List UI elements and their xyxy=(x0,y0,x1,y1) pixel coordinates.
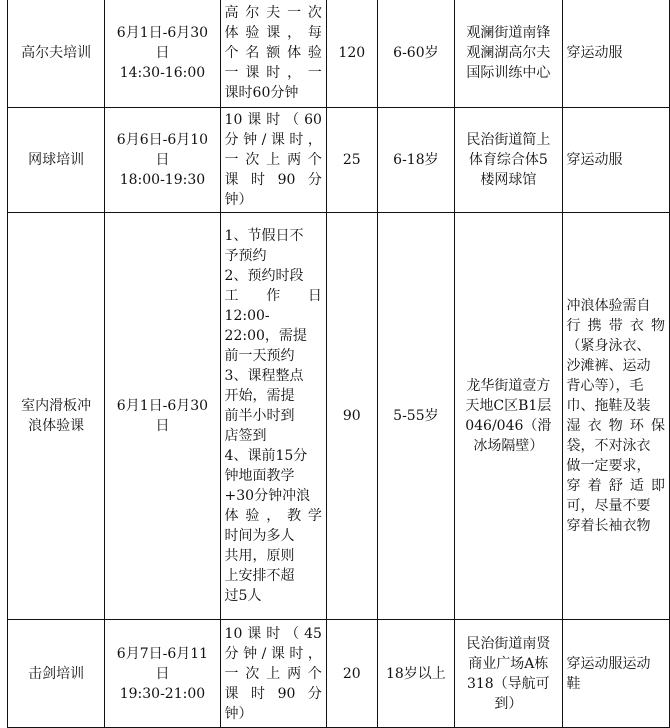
requirement-cell: 冲浪体验需自 行携带衣物 （紧身泳衣、 沙滩裤、运动 背心等），毛 巾、拖鞋及装 湿衣物环保 袋，不对泳衣 做一定要求， 穿着舒适即 可，尽量不要 穿着长袖衣物 xyxy=(562,213,669,620)
course-name-cell: 室内滑板冲 浪体验课 xyxy=(8,213,105,620)
course-name-cell: 高尔夫培训 xyxy=(8,0,105,108)
note-cell: 高尔夫一次 体验课，每 个名额体验 一课时，一 课时60分钟 xyxy=(220,0,326,108)
note-cell: 10课时（45 分钟/课时， 一次上两个 课时90分 钟） xyxy=(220,620,326,728)
quota-cell: 120 xyxy=(326,0,377,108)
table-row xyxy=(8,0,670,108)
course-name-cell: 击剑培训 xyxy=(8,620,105,728)
date-cell: 6月1日-6月30 日 xyxy=(105,213,220,620)
quota-cell: 25 xyxy=(326,108,377,213)
age-cell: 6-60岁 xyxy=(377,0,455,108)
requirement-cell: 穿运动服 xyxy=(562,108,669,213)
age-cell: 5-55岁 xyxy=(377,213,455,620)
table-row xyxy=(8,108,670,213)
table-row xyxy=(8,213,670,620)
place-cell: 观澜街道南锋 观澜湖高尔夫 国际训练中心 xyxy=(455,0,562,108)
date-cell: 6月1日-6月30 日 14:30-16:00 xyxy=(105,0,220,108)
place-cell: 民治街道简上 体育综合体5 楼网球馆 xyxy=(455,108,562,213)
note-cell: 1、节假日不 予预约 2、预约时段 工作日 12:00- 22:00，需提 前一天预约 3、课程整点 开始，需提 前半小时到 店签到 4、课前15分 钟地面教学 +30分钟冲浪 体验，教学 时间为多人 共用，原则 上安排不超 过5人 xyxy=(220,213,326,620)
place-cell: 龙华街道壹方 天地C区B1层 046/046（滑 冰场隔壁） xyxy=(455,213,562,620)
schedule-table xyxy=(7,0,670,728)
course-name-cell: 网球培训 xyxy=(8,108,105,213)
date-cell: 6月6日-6月10 日 18:00-19:30 xyxy=(105,108,220,213)
note-cell: 10课时（60 分钟/课时， 一次上两个 课时90分 钟） xyxy=(220,108,326,213)
requirement-cell: 穿运动服 xyxy=(562,0,669,108)
age-cell: 6-18岁 xyxy=(377,108,455,213)
date-cell: 6月7日-6月11 日 19:30-21:00 xyxy=(105,620,220,728)
table-row xyxy=(8,620,670,728)
age-cell: 18岁以上 xyxy=(377,620,455,728)
place-cell: 民治街道南贤 商业广场A栋 318（导航可 到） xyxy=(455,620,562,728)
requirement-cell: 穿运动服运动 鞋 xyxy=(562,620,669,728)
quota-cell: 90 xyxy=(326,213,377,620)
quota-cell: 20 xyxy=(326,620,377,728)
